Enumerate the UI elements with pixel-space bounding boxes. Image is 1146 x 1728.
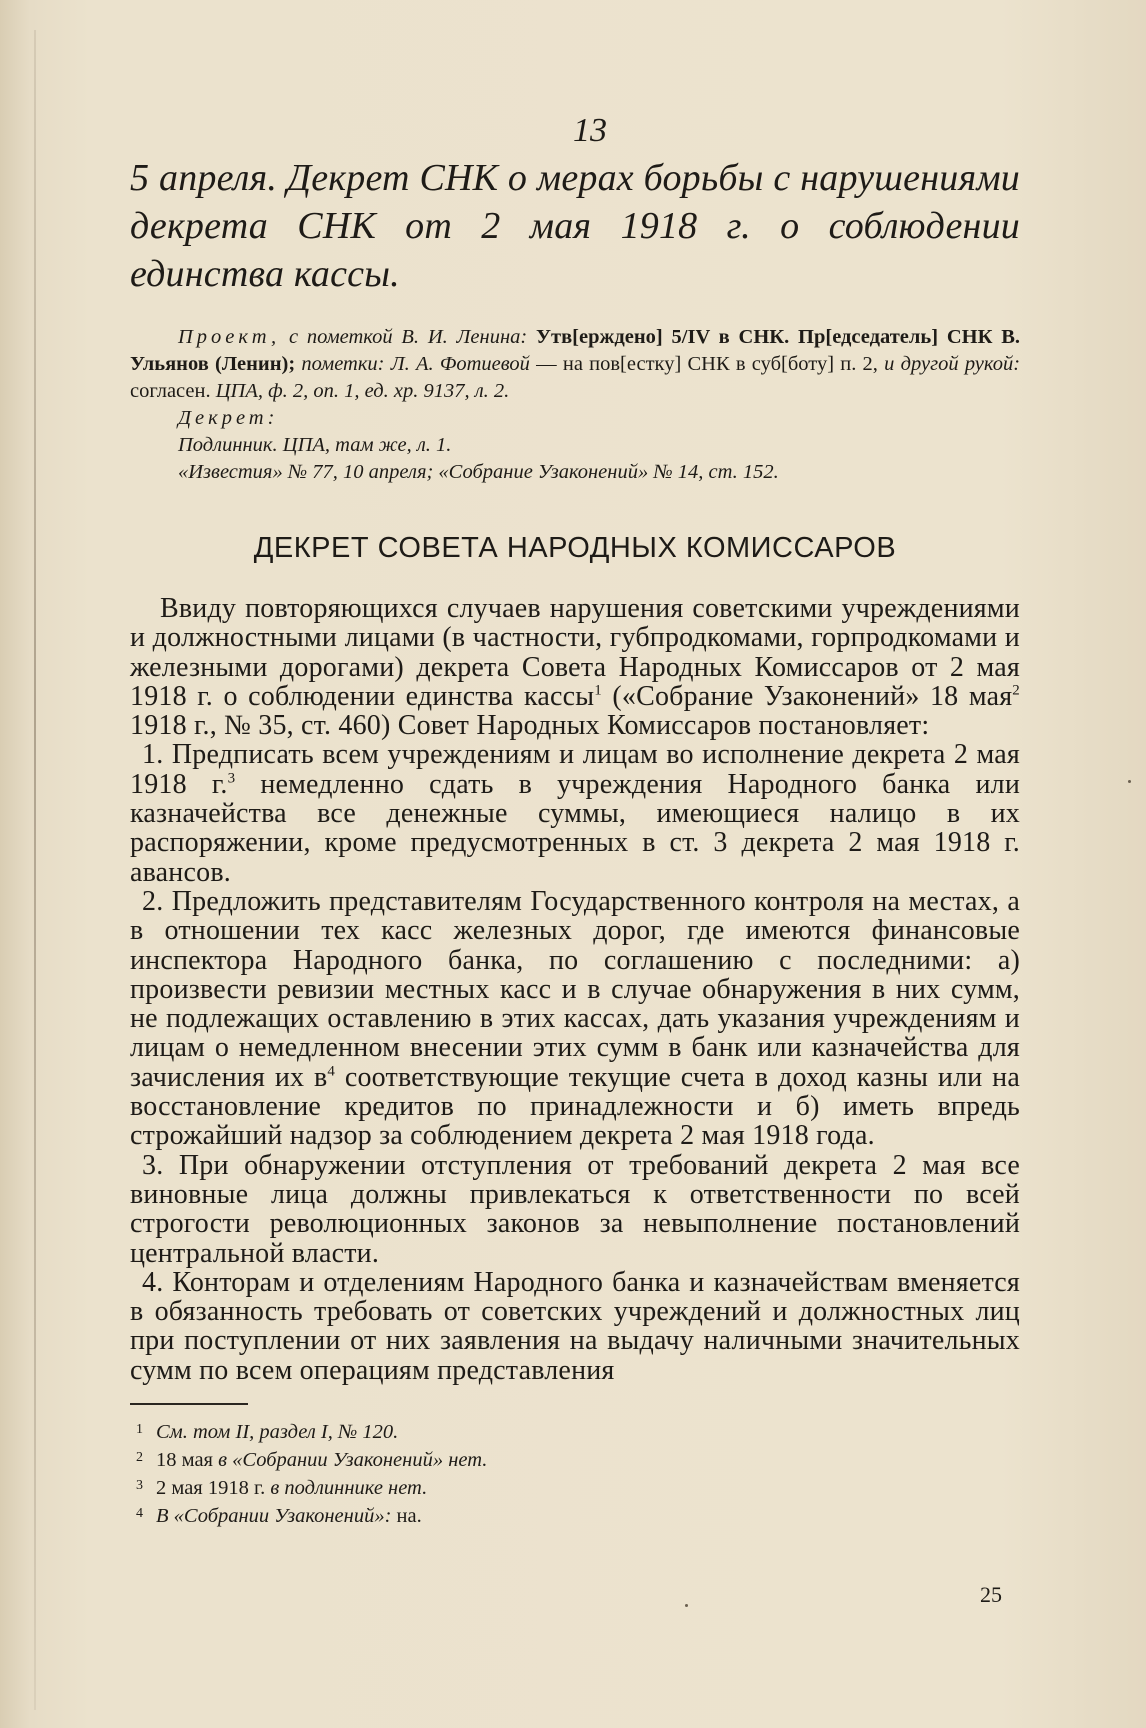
- fotieva-note: на пов[естку] СНК в суб[боту] п. 2,: [562, 353, 878, 375]
- footnote-2: [130, 1445, 1020, 1473]
- intro-text-a: Ввиду повторяющихся случаев нарушения советскими учреждениями и должностными лицами (в частности, губпродкомами, горпродкомами и железными дорогами) декрета Совета Народных Комиссаров от 2 мая 1918 г. о соблюдении единства кассы: [130, 593, 1020, 712]
- footnote-ref-3[interactable]: 3: [227, 770, 236, 787]
- original-source: Подлинник. ЦПА, там же, л. 1.: [178, 434, 452, 456]
- footnote-3: [130, 1473, 1020, 1501]
- page-number: 25: [980, 1582, 1002, 1607]
- footnote-ref-2[interactable]: 2: [1012, 682, 1020, 699]
- paper-speck: [1128, 780, 1131, 783]
- paragraph-2: [130, 887, 1020, 1151]
- p1-text-b: немедленно сдать в учреждения Народного банка или казначейства все денежные суммы, имеющиеся налицо в их распоряжении, кроме предусмотренных в ст. 3 декрета 2 мая 1918 г. авансов.: [130, 768, 1020, 888]
- proekt-archive: ЦПА, ф. 2, оп. 1, ед. хр. 9137, л. 2.: [215, 380, 510, 402]
- fotieva-name: Л. А. Фотиевой: [390, 353, 530, 375]
- footnote-text: См. том II, раздел I, № 120.: [156, 1421, 399, 1444]
- footnote-divider: [130, 1403, 248, 1405]
- p2-text-a: 2. Предложить представителям Государственного контроля на местах, а в отношении тех касс железных дорог, где имеются финансовые инспектора Народного банка, по соглашению с последними: а) произвести ревизии местных касс и в случае обнаружения в них сумм, не подлежащих оставлению в этих кассах, дать указания учреждениям и лицам о немедленном внесении этих сумм в банк или казначейства для зачисления их в: [130, 885, 1020, 1093]
- marks-label: пометки:: [301, 353, 385, 375]
- footnote-text: 2 мая 1918 г.: [156, 1477, 266, 1500]
- document-number: 13: [573, 112, 607, 149]
- footnote-ref-4[interactable]: 4: [327, 1063, 336, 1080]
- footnote-extra: в подлиннике нет.: [270, 1477, 428, 1500]
- paragraph-3: 3. При обнаружении отступления от требований декрета 2 мая все виновные лица должны привлекаться к ответственности по всей строгости революционных законов за невыполнение постановлений центральной власти.: [130, 1149, 1020, 1269]
- decree-label: Декрет:: [178, 407, 279, 429]
- footnotes: [130, 1417, 1020, 1529]
- dash: —: [536, 353, 557, 375]
- footnote-text: В «Собрании Узаконений»:: [156, 1505, 392, 1528]
- binding-gutter: [34, 30, 36, 1710]
- published-source: «Известия» № 77, 10 апреля; «Собрание Узаконений» № 14, ст. 152.: [178, 461, 779, 483]
- footnote-extra: в «Собрании Узаконений» нет.: [218, 1449, 488, 1472]
- proekt-label: Проект,: [178, 326, 281, 348]
- paragraph-1: [130, 740, 1020, 886]
- source-proekt: [130, 324, 1020, 405]
- paragraph-4: 4. Конторам и отделениям Народного банка и казначействам вменяется в обязанность требовать от советских учреждений и должностных лиц при поступлении от них заявления на выдачу наличными значительных сумм по всем операциям представления: [130, 1266, 1020, 1386]
- document-title: 5 апреля. Декрет СНК о мерах борьбы с нарушениями декрета СНК от 2 мая 1918 г. о соблюдении единства кассы.: [130, 157, 1020, 295]
- footnote-mark: 4: [136, 1506, 143, 1522]
- intro-paragraph: [130, 594, 1020, 740]
- page-content: [130, 110, 1020, 1529]
- decree-body: [130, 594, 1020, 1385]
- footnote-text: 18 мая: [156, 1449, 213, 1472]
- footnote-1: [130, 1417, 1020, 1445]
- approved-note: Утв[ерждено] 5/IV в СНК. Пр[едседатель] СНК В. Ульянов (Ленин);: [130, 326, 1021, 375]
- footnote-4: [130, 1501, 1020, 1529]
- paper-speck: [685, 1604, 688, 1607]
- decree-heading: ДЕКРЕТ СОВЕТА НАРОДНЫХ КОМИССАРОВ: [253, 532, 897, 564]
- intro-text-b: («Собрание Узаконений» 18 мая: [601, 680, 1013, 712]
- footnote-mark: 3: [136, 1478, 143, 1494]
- footnote-mark: 2: [136, 1450, 143, 1466]
- footnote-mark: 1: [136, 1422, 143, 1438]
- other-hand-note: согласен.: [130, 380, 211, 402]
- source-note: [130, 324, 1020, 486]
- footnote-extra: на.: [396, 1505, 422, 1528]
- intro-text-c: 1918 г., № 35, ст. 460) Совет Народных Комиссаров постановляет:: [130, 710, 930, 742]
- other-hand-label: и другой рукой:: [884, 353, 1021, 375]
- proekt-note: с пометкой В. И. Ленина:: [288, 326, 528, 348]
- footnote-ref-1[interactable]: 1: [594, 682, 602, 699]
- p1-text-a: 1. Предписать всем учреждениям и лицам во исполнение декрета 2 мая 1918 г.: [130, 739, 1020, 800]
- p2-text-b: соответствующие текущие счета в доход казны или на восстановление кредитов по принадлежности и б) иметь впредь строжайший надзор за соблюдением декрета 2 мая 1918 года.: [130, 1061, 1020, 1152]
